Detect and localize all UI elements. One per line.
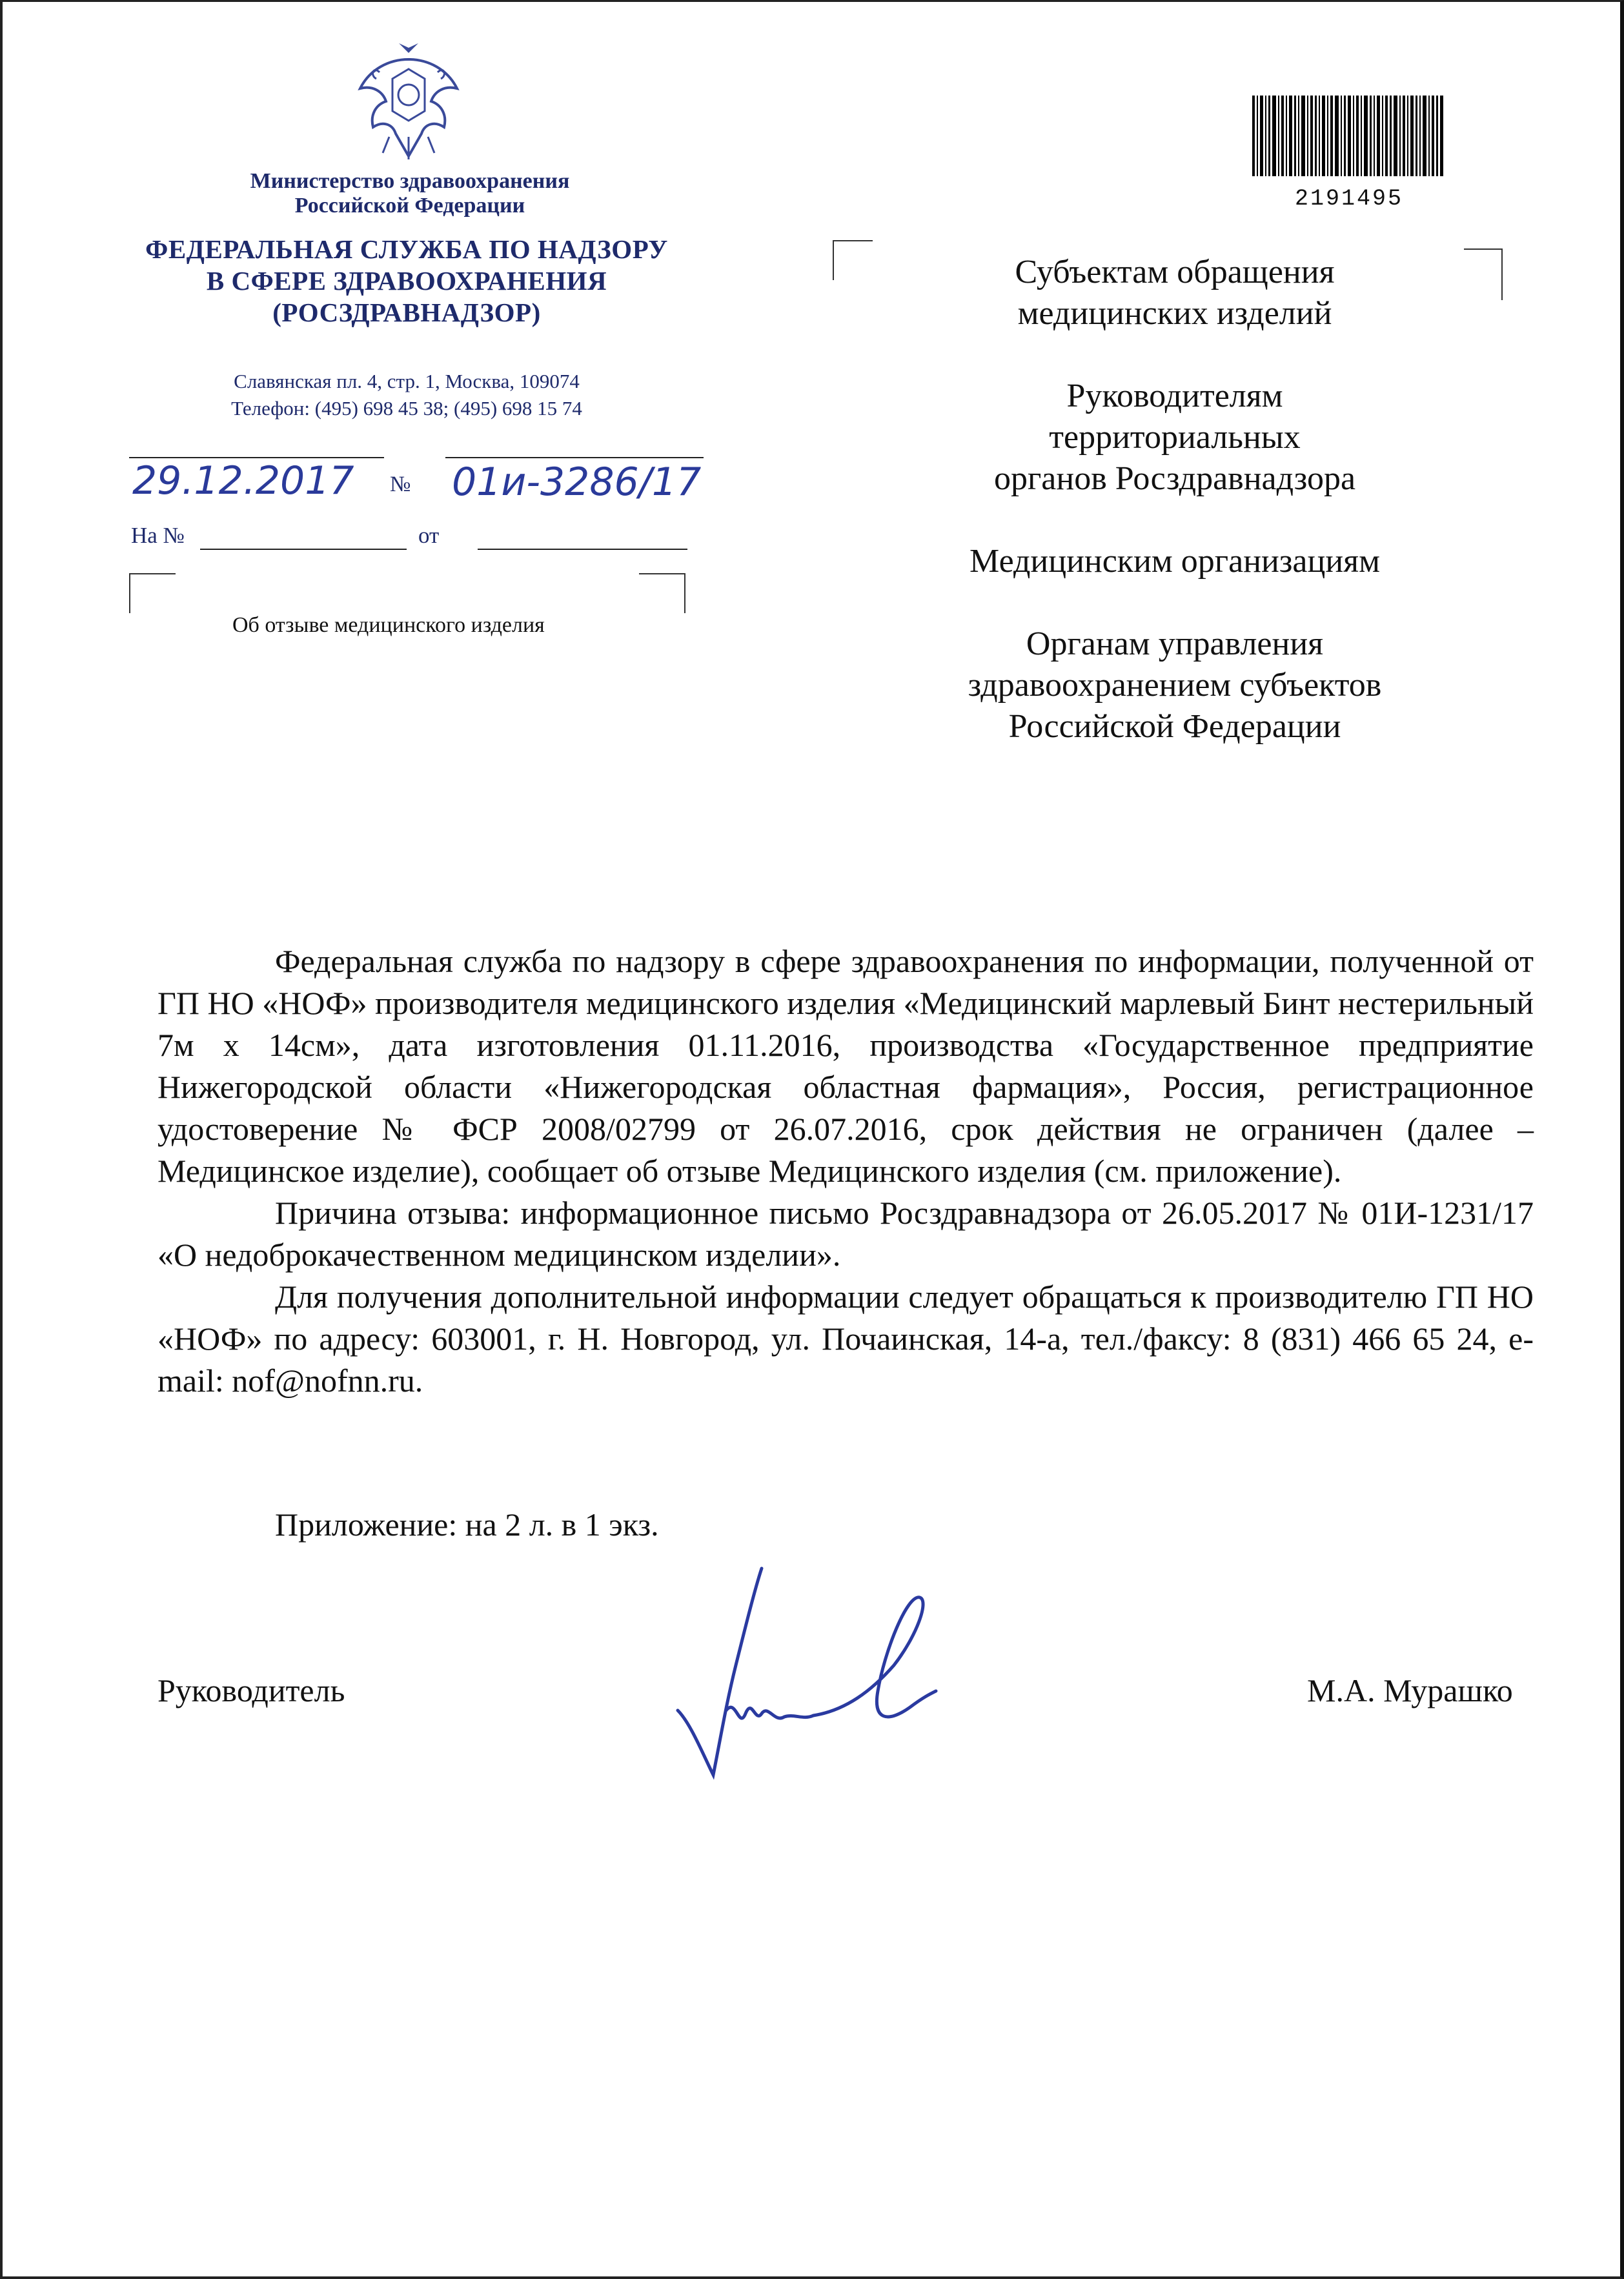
service-line-2: В СФЕРЕ ЗДРАВООХРАНЕНИЯ — [206, 266, 607, 296]
recipient-line: территориальных — [1049, 419, 1301, 456]
reply-number-line — [200, 549, 407, 550]
recipient-group — [884, 623, 1465, 747]
body-paragraph-2: Причина отзыва: информационное письмо Росздравнадзора от 26.05.2017 № 01И-1231/17 «О недоброкачественном медицинском изделии». — [157, 1195, 1534, 1273]
service-name — [116, 234, 697, 329]
reply-date-label: от — [418, 523, 440, 548]
attachment-note: Приложение: на 2 л. в 1 экз. — [275, 1506, 659, 1543]
recipient-line: органов Росздравнадзора — [993, 460, 1356, 497]
recipient-group — [884, 541, 1465, 582]
recipient-line: медицинских изделий — [1017, 295, 1332, 332]
signer-role: Руководитель — [157, 1672, 345, 1708]
reply-number-label: На № — [131, 523, 185, 548]
number-sign: № — [390, 472, 411, 496]
recipient-line: Руководителям — [1066, 378, 1283, 414]
reply-date-line — [478, 549, 687, 550]
recipient-line: Медицинским организациям — [969, 543, 1380, 580]
letter-subject: Об отзыве медицинского изделия — [232, 613, 545, 637]
recipient-group — [884, 376, 1465, 500]
service-line-1: ФЕДЕРАЛЬНАЯ СЛУЖБА ПО НАДЗОРУ — [145, 234, 668, 264]
ministry-line-2: Российской Федерации — [294, 194, 525, 218]
recipient-bracket-left — [833, 240, 873, 280]
letter-body — [157, 940, 1534, 1402]
coat-of-arms-emblem — [354, 40, 463, 163]
ministry-name — [174, 169, 645, 218]
subject-bracket-left — [129, 573, 176, 613]
address-line-2: Телефон: (495) 698 45 38; (495) 698 15 74 — [231, 397, 582, 420]
barcode-image — [1252, 96, 1446, 176]
service-address — [129, 368, 684, 422]
body-paragraph-3: Для получения дополнительной информации следует обращаться к производителю ГП НО «НОФ» по адресу: 603001, г. Н. Новгород, ул. Почаинская, 14-а, тел./факсу: 8 (831) 466 65 24, e-mail: nof@nofnn.ru. — [157, 1279, 1534, 1399]
ministry-line-1: Министерство здравоохранения — [250, 169, 570, 193]
service-line-3: (РОСЗДРАВНАДЗОР) — [272, 298, 541, 327]
recipient-line: Субъектам обращения — [1015, 254, 1335, 290]
recipient-line: Органам управления — [1026, 625, 1324, 662]
recipient-line: Российской Федерации — [1008, 708, 1341, 745]
handwritten-date: 29.12.2017 — [132, 458, 354, 503]
number-underline — [445, 457, 704, 458]
recipient-line: здравоохранением субъектов — [968, 667, 1382, 704]
recipients-block — [884, 252, 1465, 789]
recipient-group — [884, 252, 1465, 334]
address-line-1: Славянская пл. 4, стр. 1, Москва, 109074 — [234, 370, 580, 392]
subject-bracket-right — [639, 573, 685, 613]
signer-name: М.А. Мурашко — [1307, 1672, 1513, 1708]
handwritten-signature — [665, 1562, 988, 1794]
body-paragraph-1: Федеральная служба по надзору в сфере здравоохранения по информации, полученной от ГП НО «НОФ» производителя медицинского изделия «Медицинский марлевый Бинт нестерильный 7м х 14см», дата изготовления 01.11.2016, производства «Государственное предприятие Нижегородской области «Нижегородская областная фармация», Россия, регистрационное удостоверение № ФСР 2008/02799 от 26.07.2016, срок действия не ограничен (далее – Медицинское изделие), сообщает об отзыве Медицинского изделия (см. приложение). — [157, 943, 1534, 1189]
barcode-number: 2191495 — [1294, 186, 1404, 212]
handwritten-number: 01и-3286/17 — [452, 460, 702, 505]
recipient-bracket-right — [1464, 248, 1503, 300]
